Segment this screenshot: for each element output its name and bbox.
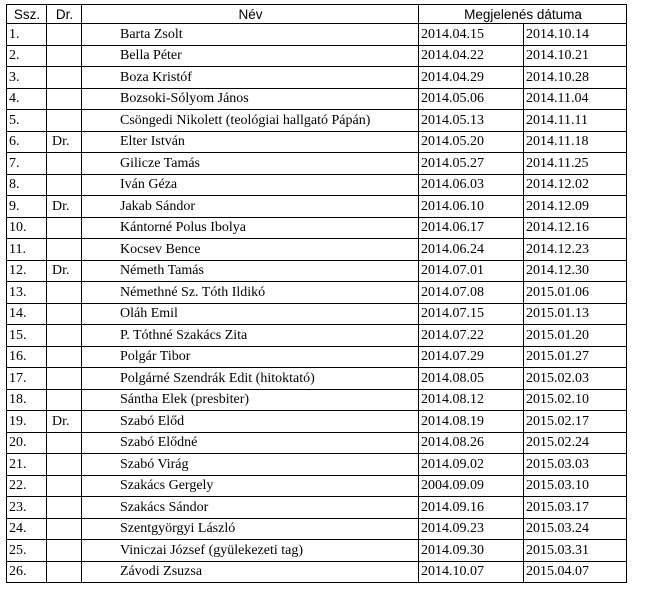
row-name: Csöngedi Nikolett (teológiai hallgató Pápán) xyxy=(82,110,419,132)
row-date-first: 2014.07.08 xyxy=(419,282,524,304)
table-row xyxy=(7,561,627,583)
row-name: Elter István xyxy=(82,131,419,153)
row-date-first: 2014.09.30 xyxy=(419,540,524,562)
schedule-table xyxy=(6,4,627,583)
table-row xyxy=(7,518,627,540)
header-date: Megjelenés dátuma xyxy=(419,5,627,24)
row-date-first: 2014.08.12 xyxy=(419,389,524,411)
row-name: Závodi Zsuzsa xyxy=(82,561,419,583)
row-name: Szentgyörgyi László xyxy=(82,518,419,540)
row-name: Szabó Előd xyxy=(82,411,419,433)
row-name: Szabó Virág xyxy=(82,454,419,476)
row-date-second: 2014.12.09 xyxy=(524,196,627,218)
row-number: 12. xyxy=(7,260,47,282)
row-number: 22. xyxy=(7,475,47,497)
row-name: Bozsoki-Sólyom János xyxy=(82,88,419,110)
row-date-first: 2014.06.24 xyxy=(419,239,524,261)
row-title xyxy=(47,432,82,454)
row-number: 6. xyxy=(7,131,47,153)
row-date-second: 2014.10.28 xyxy=(524,67,627,89)
row-title xyxy=(47,454,82,476)
row-name: Viniczai József (gyülekezeti tag) xyxy=(82,540,419,562)
row-title: Dr. xyxy=(47,260,82,282)
row-title xyxy=(47,368,82,390)
row-number: 1. xyxy=(7,24,47,46)
row-date-first: 2014.06.17 xyxy=(419,217,524,239)
row-title xyxy=(47,346,82,368)
row-title xyxy=(47,67,82,89)
row-title xyxy=(47,497,82,519)
table-row xyxy=(7,346,627,368)
table-row xyxy=(7,24,627,46)
row-name: Németh Tamás xyxy=(82,260,419,282)
table-row xyxy=(7,131,627,153)
row-date-second: 2015.02.24 xyxy=(524,432,627,454)
table-row xyxy=(7,110,627,132)
row-title xyxy=(47,153,82,175)
table-row xyxy=(7,540,627,562)
row-number: 14. xyxy=(7,303,47,325)
row-name: P. Tóthné Szakács Zita xyxy=(82,325,419,347)
row-name: Gilicze Tamás xyxy=(82,153,419,175)
header-row xyxy=(7,5,627,24)
row-title: Dr. xyxy=(47,131,82,153)
row-date-first: 2014.06.10 xyxy=(419,196,524,218)
row-date-second: 2015.03.17 xyxy=(524,497,627,519)
row-number: 25. xyxy=(7,540,47,562)
table-row xyxy=(7,260,627,282)
row-date-second: 2014.11.11 xyxy=(524,110,627,132)
row-title xyxy=(47,561,82,583)
row-title xyxy=(47,24,82,46)
row-date-first: 2014.07.29 xyxy=(419,346,524,368)
row-date-first: 2004.09.09 xyxy=(419,475,524,497)
row-title xyxy=(47,325,82,347)
table-row xyxy=(7,325,627,347)
row-title xyxy=(47,518,82,540)
row-date-first: 2014.05.27 xyxy=(419,153,524,175)
table-row xyxy=(7,497,627,519)
row-title: Dr. xyxy=(47,411,82,433)
row-date-second: 2014.12.30 xyxy=(524,260,627,282)
table-row xyxy=(7,196,627,218)
row-name: Polgár Tibor xyxy=(82,346,419,368)
row-date-first: 2014.08.05 xyxy=(419,368,524,390)
row-date-second: 2015.02.03 xyxy=(524,368,627,390)
row-number: 4. xyxy=(7,88,47,110)
row-name: Bella Péter xyxy=(82,45,419,67)
row-name: Némethné Sz. Tóth Ildikó xyxy=(82,282,419,304)
row-date-second: 2015.03.31 xyxy=(524,540,627,562)
row-title xyxy=(47,475,82,497)
row-date-second: 2015.01.13 xyxy=(524,303,627,325)
row-date-second: 2014.11.18 xyxy=(524,131,627,153)
row-number: 10. xyxy=(7,217,47,239)
table-header xyxy=(7,5,627,24)
row-date-second: 2014.11.25 xyxy=(524,153,627,175)
row-title xyxy=(47,239,82,261)
row-name: Szabó Elődné xyxy=(82,432,419,454)
row-title xyxy=(47,389,82,411)
row-number: 23. xyxy=(7,497,47,519)
row-date-second: 2014.12.02 xyxy=(524,174,627,196)
row-date-first: 2014.05.13 xyxy=(419,110,524,132)
table-row xyxy=(7,174,627,196)
row-date-first: 2014.09.02 xyxy=(419,454,524,476)
row-number: 9. xyxy=(7,196,47,218)
row-title xyxy=(47,110,82,132)
table-row xyxy=(7,153,627,175)
row-name: Barta Zsolt xyxy=(82,24,419,46)
row-number: 24. xyxy=(7,518,47,540)
table-row xyxy=(7,88,627,110)
row-name: Jakab Sándor xyxy=(82,196,419,218)
row-name: Polgárné Szendrák Edit (hitoktató) xyxy=(82,368,419,390)
row-name: Iván Géza xyxy=(82,174,419,196)
row-name: Szakács Sándor xyxy=(82,497,419,519)
row-date-second: 2015.01.06 xyxy=(524,282,627,304)
table-row xyxy=(7,282,627,304)
table-row xyxy=(7,45,627,67)
row-name: Szakács Gergely xyxy=(82,475,419,497)
row-date-second: 2015.03.10 xyxy=(524,475,627,497)
row-name: Kántorné Polus Ibolya xyxy=(82,217,419,239)
row-date-first: 2014.07.15 xyxy=(419,303,524,325)
row-date-first: 2014.10.07 xyxy=(419,561,524,583)
row-title xyxy=(47,174,82,196)
row-title xyxy=(47,540,82,562)
row-date-first: 2014.04.29 xyxy=(419,67,524,89)
row-date-second: 2015.03.24 xyxy=(524,518,627,540)
row-title xyxy=(47,282,82,304)
row-date-second: 2014.12.16 xyxy=(524,217,627,239)
table-row xyxy=(7,303,627,325)
row-number: 17. xyxy=(7,368,47,390)
row-date-first: 2014.04.15 xyxy=(419,24,524,46)
row-number: 3. xyxy=(7,67,47,89)
row-number: 15. xyxy=(7,325,47,347)
row-date-second: 2015.01.20 xyxy=(524,325,627,347)
row-date-second: 2015.02.17 xyxy=(524,411,627,433)
table-row xyxy=(7,389,627,411)
table-row xyxy=(7,432,627,454)
row-number: 5. xyxy=(7,110,47,132)
row-number: 16. xyxy=(7,346,47,368)
table-row xyxy=(7,217,627,239)
row-date-first: 2014.05.06 xyxy=(419,88,524,110)
row-title xyxy=(47,88,82,110)
table-row xyxy=(7,239,627,261)
row-date-second: 2014.11.04 xyxy=(524,88,627,110)
row-date-first: 2014.05.20 xyxy=(419,131,524,153)
row-date-second: 2014.10.14 xyxy=(524,24,627,46)
row-date-second: 2015.03.03 xyxy=(524,454,627,476)
row-date-second: 2015.02.10 xyxy=(524,389,627,411)
table-body xyxy=(7,24,627,583)
row-name: Boza Kristóf xyxy=(82,67,419,89)
row-title xyxy=(47,217,82,239)
row-number: 19. xyxy=(7,411,47,433)
table-row xyxy=(7,411,627,433)
table-row xyxy=(7,454,627,476)
row-date-second: 2015.01.27 xyxy=(524,346,627,368)
header-nev: Név xyxy=(82,5,419,24)
row-number: 20. xyxy=(7,432,47,454)
row-number: 18. xyxy=(7,389,47,411)
table-row xyxy=(7,67,627,89)
row-date-second: 2015.04.07 xyxy=(524,561,627,583)
row-title: Dr. xyxy=(47,196,82,218)
row-number: 8. xyxy=(7,174,47,196)
row-date-first: 2014.07.01 xyxy=(419,260,524,282)
table-row xyxy=(7,475,627,497)
row-date-first: 2014.08.26 xyxy=(419,432,524,454)
table-row xyxy=(7,368,627,390)
row-title xyxy=(47,45,82,67)
row-date-second: 2014.12.23 xyxy=(524,239,627,261)
row-number: 2. xyxy=(7,45,47,67)
row-date-first: 2014.09.23 xyxy=(419,518,524,540)
row-number: 7. xyxy=(7,153,47,175)
row-date-first: 2014.04.22 xyxy=(419,45,524,67)
row-number: 13. xyxy=(7,282,47,304)
header-ssz: Ssz. xyxy=(7,5,47,24)
row-name: Oláh Emil xyxy=(82,303,419,325)
row-date-second: 2014.10.21 xyxy=(524,45,627,67)
row-name: Kocsev Bence xyxy=(82,239,419,261)
row-number: 26. xyxy=(7,561,47,583)
row-number: 21. xyxy=(7,454,47,476)
row-title xyxy=(47,303,82,325)
row-date-first: 2014.09.16 xyxy=(419,497,524,519)
row-number: 11. xyxy=(7,239,47,261)
row-name: Sántha Elek (presbiter) xyxy=(82,389,419,411)
row-date-first: 2014.08.19 xyxy=(419,411,524,433)
row-date-first: 2014.07.22 xyxy=(419,325,524,347)
row-date-first: 2014.06.03 xyxy=(419,174,524,196)
header-dr: Dr. xyxy=(47,5,82,24)
